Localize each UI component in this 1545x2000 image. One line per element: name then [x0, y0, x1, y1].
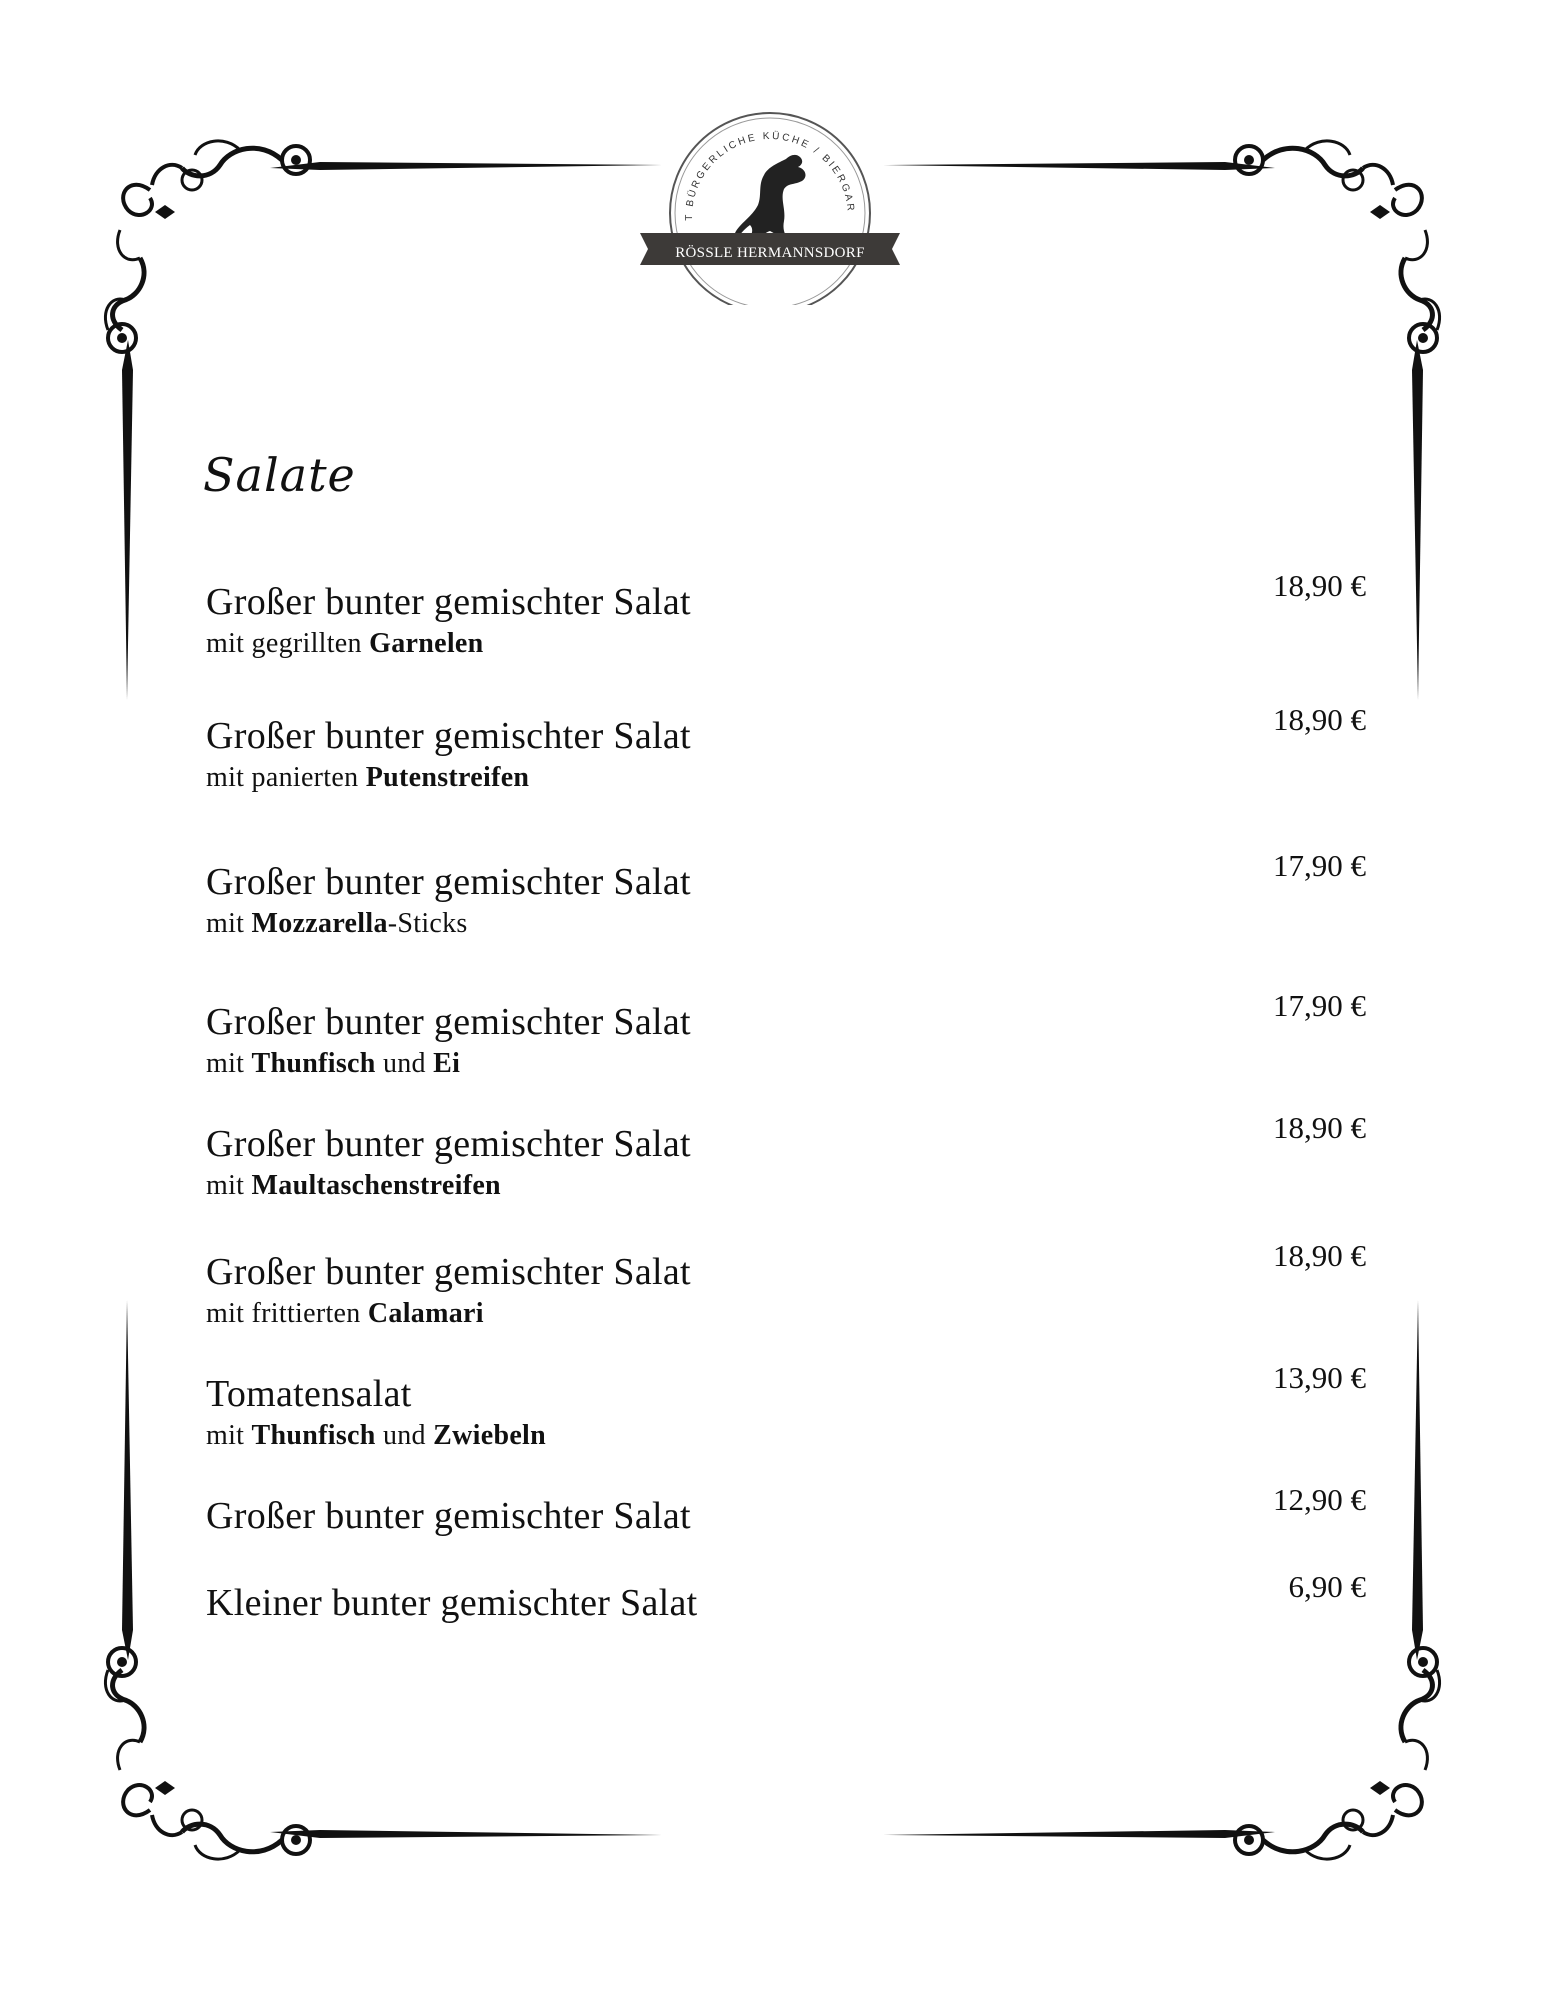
item-name: Großer bunter gemischter Salat — [206, 1123, 691, 1165]
item-description — [206, 1046, 1366, 1082]
item-description-highlight: Ei — [433, 1048, 461, 1079]
item-description — [206, 760, 1366, 796]
item-price: 13,90 € — [1273, 1360, 1366, 1395]
item-name: Großer bunter gemischter Salat — [206, 1495, 691, 1537]
item-description — [206, 1168, 1366, 1204]
item-description — [206, 1296, 1366, 1332]
item-name: Großer bunter gemischter Salat — [206, 861, 691, 903]
logo — [640, 105, 900, 305]
item-description-text: mit gegrillten — [206, 628, 370, 659]
item-name: Kleiner bunter gemischter Salat — [206, 1582, 698, 1624]
item-price: 18,90 € — [1273, 1110, 1366, 1145]
menu-item — [206, 1360, 1366, 1454]
item-description-highlight: Mozzarella — [251, 908, 388, 939]
item-description-text: mit — [206, 908, 252, 939]
item-price: 17,90 € — [1273, 988, 1366, 1023]
item-name: Tomatensalat — [206, 1373, 412, 1415]
item-description-highlight: Maultaschenstreifen — [251, 1170, 501, 1201]
item-description-text: -Sticks — [387, 908, 468, 939]
item-description-text: mit panierten — [206, 762, 366, 793]
logo-name: RÖSSLE HERMANNSDORF — [675, 245, 865, 261]
item-description-highlight: Putenstreifen — [365, 762, 530, 793]
item-description — [206, 626, 1366, 662]
item-price: 12,90 € — [1273, 1482, 1366, 1517]
item-description-text: und — [375, 1048, 434, 1079]
menu-item — [206, 1569, 1366, 1625]
item-description-text: mit frittierten — [206, 1298, 368, 1329]
item-description-text: mit — [206, 1170, 252, 1201]
item-price: 17,90 € — [1273, 848, 1366, 883]
menu-item — [206, 702, 1366, 796]
menu-item — [206, 848, 1366, 942]
menu-item — [206, 1482, 1366, 1538]
item-description-text: und — [375, 1420, 434, 1451]
item-description — [206, 1418, 1366, 1454]
item-price: 18,90 € — [1273, 1238, 1366, 1273]
item-description-highlight: Zwiebeln — [433, 1420, 546, 1451]
item-description-highlight: Thunfisch — [251, 1048, 376, 1079]
item-description-highlight: Thunfisch — [251, 1420, 376, 1451]
menu-item — [206, 568, 1366, 662]
item-price: 18,90 € — [1273, 702, 1366, 737]
item-name: Großer bunter gemischter Salat — [206, 715, 691, 757]
item-description-highlight: Calamari — [367, 1298, 484, 1329]
item-description-text: mit — [206, 1420, 252, 1451]
item-description-highlight: Garnelen — [369, 628, 484, 659]
menu-item — [206, 1238, 1366, 1332]
item-name: Großer bunter gemischter Salat — [206, 1001, 691, 1043]
item-description-text: mit — [206, 1048, 252, 1079]
logo-emblem — [640, 105, 900, 305]
svg-text:GUT BÜRGERLICHE KÜCHE / BIERGA — [640, 105, 856, 221]
item-name: Großer bunter gemischter Salat — [206, 581, 691, 623]
item-description — [206, 906, 1366, 942]
item-price: 6,90 € — [1288, 1569, 1366, 1604]
horse-icon — [720, 155, 805, 243]
item-price: 18,90 € — [1273, 568, 1366, 603]
section-title: Salate — [203, 448, 356, 502]
logo-arc-text: T BÜRGERLICHE KÜCHE / BIERGAR — [683, 130, 857, 221]
menu-item — [206, 1110, 1366, 1204]
menu-item — [206, 988, 1366, 1082]
item-name: Großer bunter gemischter Salat — [206, 1251, 691, 1293]
